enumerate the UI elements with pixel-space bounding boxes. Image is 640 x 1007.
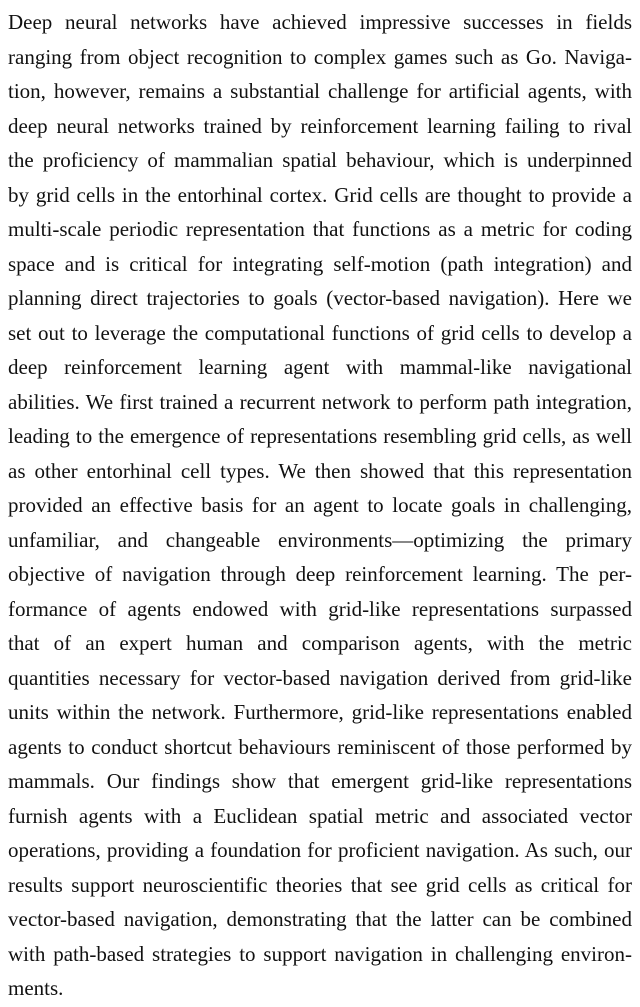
abstract-line: multi-scale periodic representation that functions as a metric for coding xyxy=(8,217,632,241)
abstract-line: Deep neural networks have achieved impressive successes in fields xyxy=(8,10,632,34)
abstract-line: by grid cells in the entorhinal cortex. Grid cells are thought to provide a xyxy=(8,182,632,207)
abstract-line: planning direct trajectories to goals (vector-based navigation). Here we xyxy=(8,286,632,310)
abstract-line: with path-based strategies to support navigation in challenging environ- xyxy=(8,941,632,966)
abstract-line: provided an effective basis for an agent to locate goals in challenging, xyxy=(8,493,632,517)
abstract-paragraph xyxy=(8,5,632,1006)
abstract-line: the proficiency of mammalian spatial behaviour, which is underpinned xyxy=(8,148,632,172)
abstract-line: deep neural networks trained by reinforcement learning failing to rival xyxy=(8,113,632,138)
abstract-line: vector-based navigation, demonstrating that the latter can be combined xyxy=(8,907,632,931)
abstract-line: operations, providing a foundation for proficient navigation. As such, our xyxy=(8,838,632,862)
abstract-line: unfamiliar, and changeable environments—optimizing the primary xyxy=(8,527,632,552)
abstract-line: quantities necessary for vector-based navigation derived from grid-like xyxy=(8,665,632,690)
abstract-line: deep reinforcement learning agent with mammal-like navigational xyxy=(8,355,632,379)
abstract-line: ments. xyxy=(8,976,64,1000)
abstract-line: as other entorhinal cell types. We then showed that this representation xyxy=(8,458,632,483)
abstract-line: set out to leverage the computational functions of grid cells to develop a xyxy=(8,320,632,345)
abstract-line: ranging from object recognition to complex games such as Go. Naviga- xyxy=(8,44,632,69)
abstract-line: that of an expert human and comparison agents, with the metric xyxy=(8,631,632,655)
abstract-line: formance of agents endowed with grid-like representations surpassed xyxy=(8,596,632,621)
abstract-line: furnish agents with a Euclidean spatial metric and associated vector xyxy=(8,803,632,828)
abstract-line: results support neuroscientific theories that see grid cells as critical for xyxy=(8,872,632,897)
abstract-line: abilities. We first trained a recurrent network to perform path integration, xyxy=(8,389,632,414)
abstract-line: units within the network. Furthermore, grid-like representations enabled xyxy=(8,700,632,724)
abstract-line: leading to the emergence of representations resembling grid cells, as well xyxy=(8,424,632,448)
abstract-line: objective of navigation through deep reinforcement learning. The per- xyxy=(8,562,632,586)
abstract-line: tion, however, remains a substantial challenge for artificial agents, with xyxy=(8,79,632,103)
abstract-line: space and is critical for integrating self-motion (path integration) and xyxy=(8,251,632,276)
abstract-line: mammals. Our findings show that emergent grid-like representations xyxy=(8,769,632,793)
abstract-line: agents to conduct shortcut behaviours reminiscent of those performed by xyxy=(8,734,632,759)
